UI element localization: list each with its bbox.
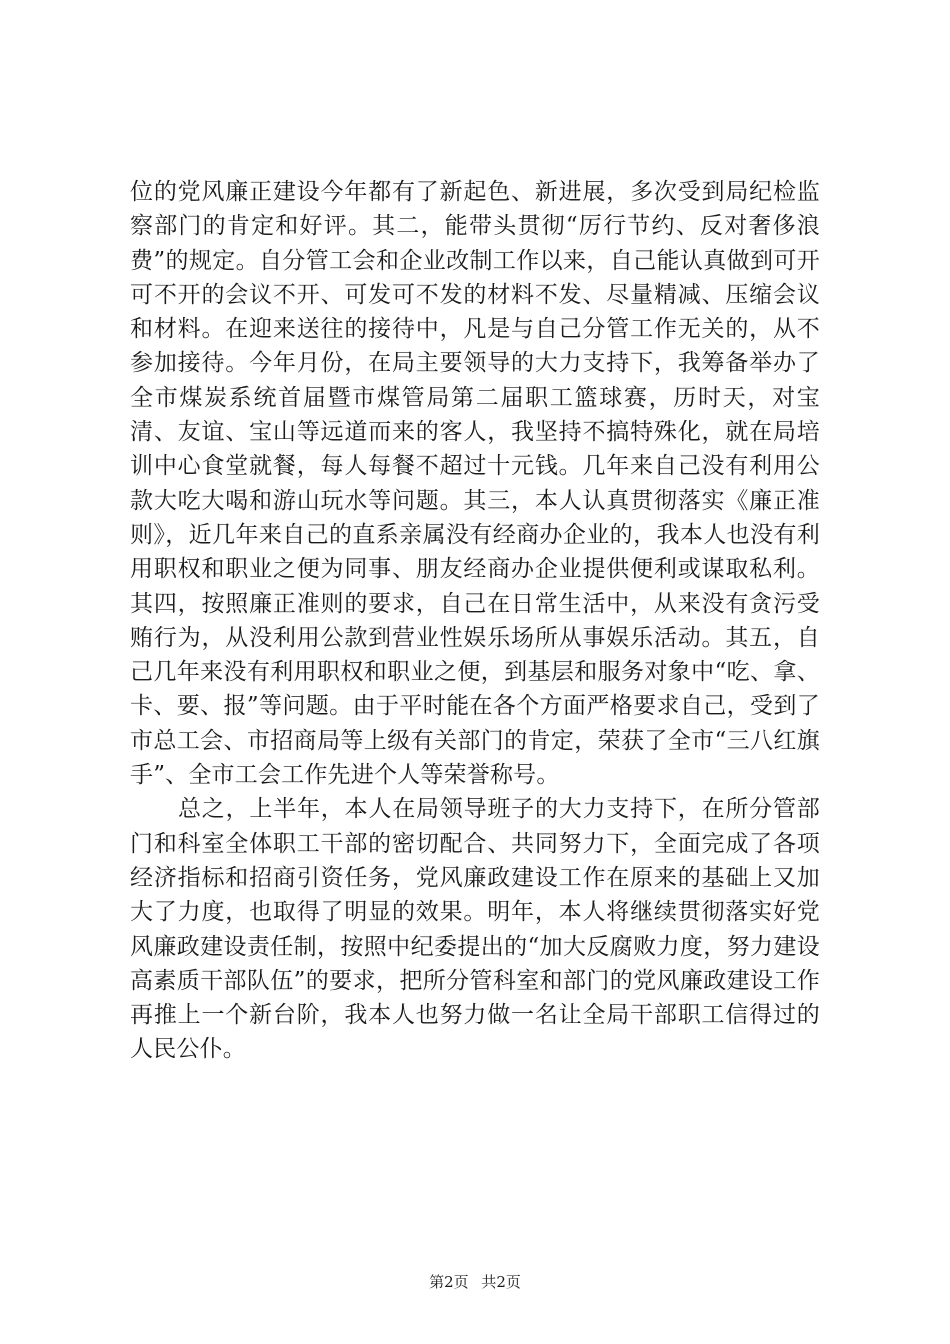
page-footer [0,1272,950,1292]
document-body [130,175,820,1067]
paragraph-continued: 位的党风廉正建设今年都有了新起色、新进展，多次受到局纪检监察部门的肯定和好评。其二，能带头贯彻“厉行节约、反对奢侈浪费”的规定。自分管工会和企业改制工作以来，自己能认真做到可开可不开的会议不开、可发可不发的材料不发、尽量精减、压缩会议和材料。在迎来送往的接待中，凡是与自己分管工作无关的，从不参加接待。今年月份，在局主要领导的大力支持下，我筹备举办了全市煤炭系统首届暨市煤管局第二届职工篮球赛，历时天，对宝清、友谊、宝山等远道而来的客人，我坚持不搞特殊化，就在局培训中心食堂就餐，每人每餐不超过十元钱。几年来自己没有利用公款大吃大喝和游山玩水等问题。其三，本人认真贯彻落实《廉正准则》，近几年来自己的直系亲属没有经商办企业的，我本人也没有利用职权和职业之便为同事、朋友经商办企业提供便利或谋取私利。其四，按照廉正准则的要求，自己在日常生活中，从来没有贪污受贿行为，从没利用公款到营业性娱乐场所从事娱乐活动。其五，自己几年来没有利用职权和职业之便，到基层和服务对象中“吃、拿、卡、要、报”等问题。由于平时能在各个方面严格要求自己，受到了市总工会、市招商局等上级有关部门的肯定，荣获了全市“三八红旗手”、全市工会工作先进个人等荣誉称号。 [130,179,820,789]
page-total: 共2页 [481,1273,521,1291]
paragraph-summary: 总之，上半年，本人在局领导班子的大力支持下，在所分管部门和科室全体职工干部的密切配合、共同努力下，全面完成了各项经济指标和招商引资任务，党风廉政建设工作在原来的基础上又加大了力度，也取得了明显的效果。明年，本人将继续贯彻落实好党风廉政建设责任制，按照中纪委提出的“加大反腐败力度，努力建设高素质干部队伍”的要求，把所分管科室和部门的党风廉政建设工作再推上一个新台阶，我本人也努力做一名让全局干部职工信得过的人民公仆。 [130,796,820,1063]
page-number: 第2页 [429,1273,469,1291]
